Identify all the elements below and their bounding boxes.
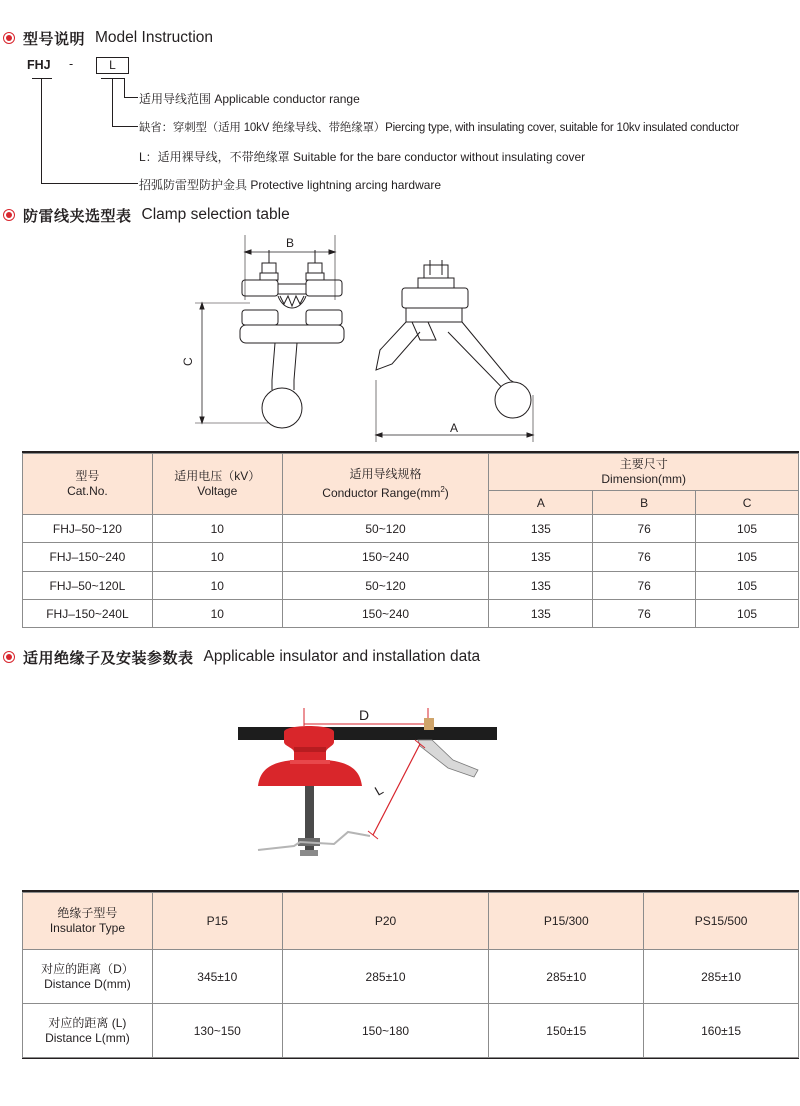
bullet-icon <box>3 32 15 44</box>
header-c: C <box>696 491 799 515</box>
clamp-selection-table <box>22 453 799 628</box>
heading-en: Clamp selection table <box>141 206 290 223</box>
header-p20: P20 <box>282 893 489 950</box>
header-insulator-type: 绝缘子型号 Insulator Type <box>23 893 153 950</box>
table-row: 对应的距离 (L) Distance L(mm) 130~150 150~180 150±15 160±15 <box>23 1004 799 1058</box>
dim-label-b: B <box>286 236 295 250</box>
dim-label-a: A <box>450 421 459 435</box>
table-row: FHJ–150~240L 10 150~240 135 76 105 <box>23 600 799 628</box>
header-dimension: 主要尺寸 Dimension(mm) <box>489 454 799 491</box>
section-heading-insulator <box>0 646 480 668</box>
bullet-icon <box>3 209 15 221</box>
section-heading-model <box>0 27 213 49</box>
header-voltage: 适用电压（kV） Voltage <box>152 454 282 515</box>
code-suffix-box <box>96 57 129 74</box>
header-cat: 型号 Cat.No. <box>23 454 153 515</box>
header-range: 适用导线规格 Conductor $Range(mm^2)$ <box>282 454 489 515</box>
dim-label-c: C <box>181 357 195 366</box>
clamp-drawing <box>180 230 550 445</box>
instruction-line-4: 招弧防雷型防护金具 Protective lightning arcing hardware <box>139 178 442 192</box>
code-dash: - <box>69 57 74 71</box>
heading-en: Model Instruction <box>95 29 214 46</box>
table-row: 对应的距离（D） Distance D(mm) 345±10 285±10 285±10 285±10 <box>23 950 799 1004</box>
header-b: B <box>593 491 696 515</box>
code-prefix: FHJ <box>27 58 51 72</box>
code-suffix: L <box>109 58 116 72</box>
table-row: FHJ–50~120L 10 50~120 135 76 105 <box>23 572 799 600</box>
heading-cn: 型号说明 <box>23 29 86 48</box>
header-a: A <box>489 491 593 515</box>
header-p15-300: P15/300 <box>489 893 644 950</box>
header-ps15-500: PS15/500 <box>644 893 799 950</box>
table-row: FHJ–150~240 10 150~240 135 76 105 <box>23 543 799 572</box>
insulator-table <box>22 892 799 1058</box>
dim-label-d: D <box>359 707 370 723</box>
heading-cn: 防雷线夹选型表 <box>23 206 132 225</box>
instruction-line-1: 适用导线范围 Applicable conductor range <box>139 92 360 106</box>
instruction-line-2: 缺省：穿刺型（适用 10kV 绝缘导线、带绝缘罩）Piercing type, with insulating cover, suitable for 10kv insulated conductor <box>139 122 739 134</box>
heading-cn: 适用绝缘子及安装参数表 <box>23 648 194 667</box>
table-row: FHJ–50~120 10 50~120 135 76 105 <box>23 515 799 543</box>
insulator-photo <box>238 700 500 878</box>
bullet-icon <box>3 651 15 663</box>
dim-label-l: L <box>372 781 386 799</box>
instruction-line-3: L：适用裸导线，不带绝缘罩 Suitable for the bare conductor without insulating cover <box>139 150 586 164</box>
section-heading-clamp <box>0 204 290 226</box>
heading-en: Applicable insulator and installation data <box>203 648 481 665</box>
header-p15: P15 <box>152 893 282 950</box>
